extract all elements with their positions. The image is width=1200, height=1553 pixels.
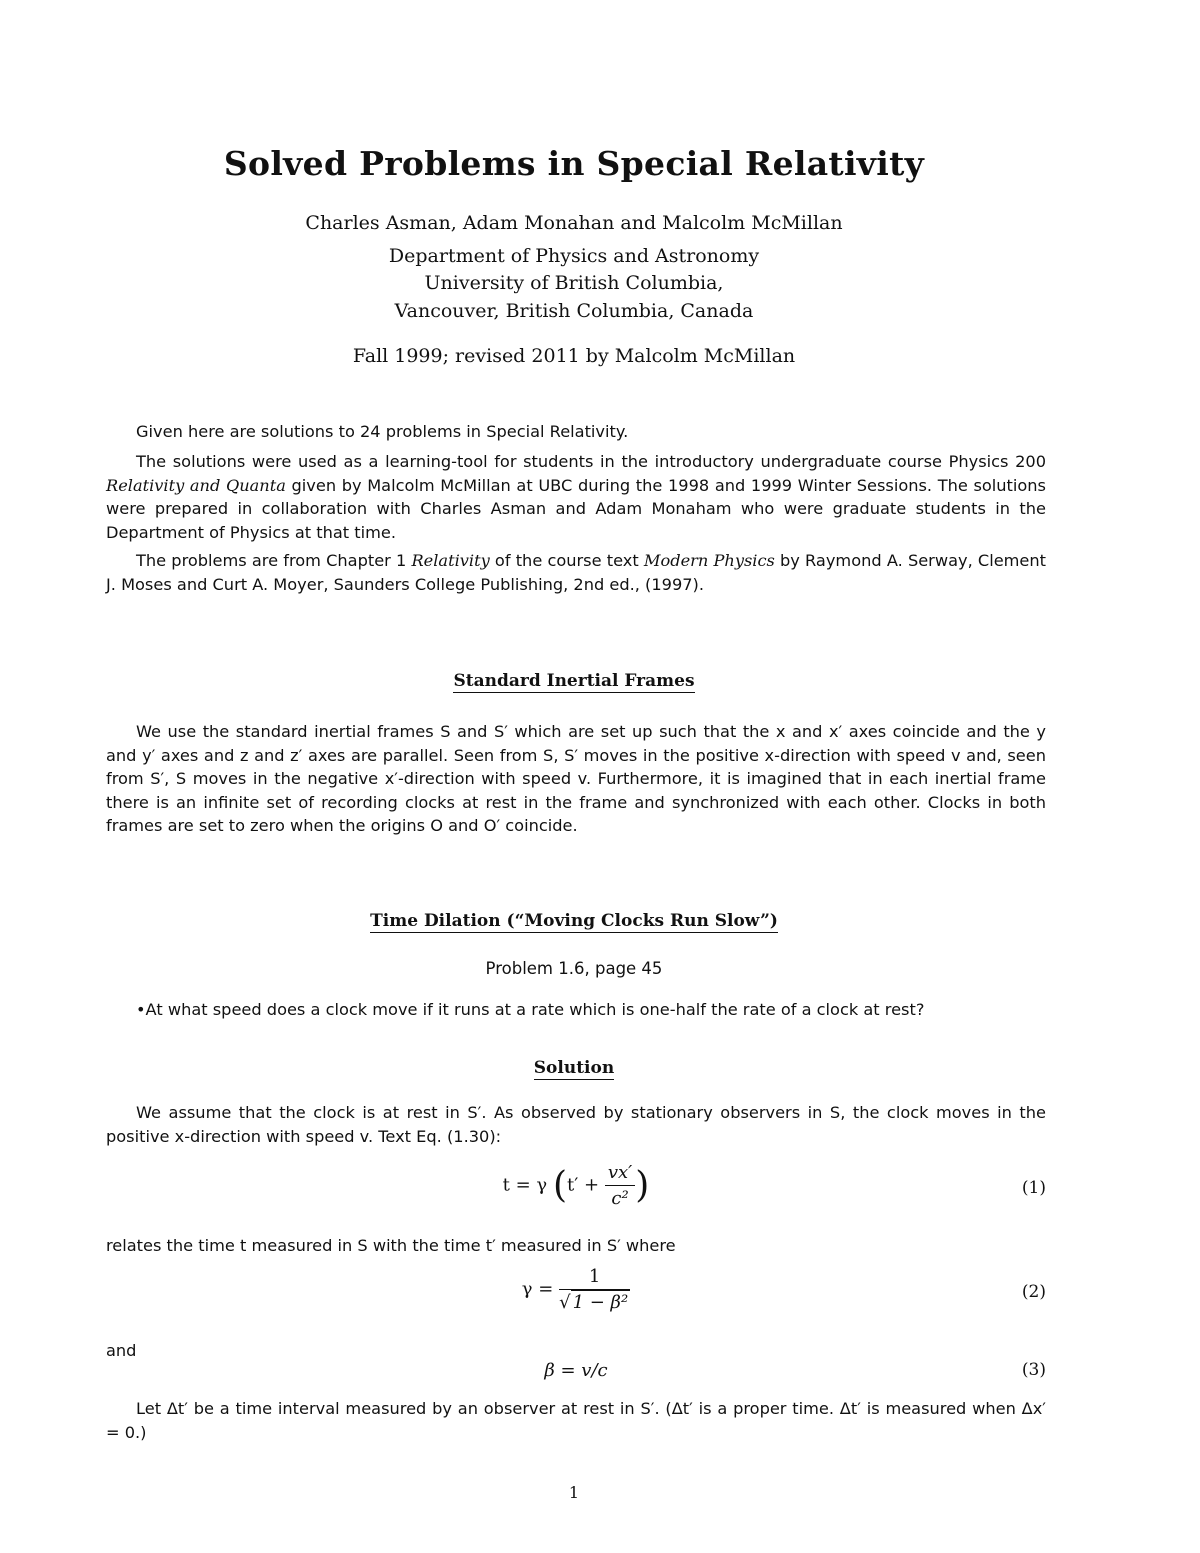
problem-reference: Problem 1.6, page 45: [485, 959, 663, 978]
problem-question: •At what speed does a clock move if it runs at a rate which is one-half the rate of a clock at rest?: [136, 1000, 925, 1019]
equation-1-label: (1): [1021, 1178, 1046, 1198]
solution-paragraph-4: Let Δt′ be a time interval measured by an observer at rest in S′. (Δt′ is a proper time. Δt′ is measured when Δx′ = 0.): [106, 1399, 1046, 1442]
affiliation-line-1: Department of Physics and Astronomy: [388, 245, 760, 267]
equation-2-label: (2): [1021, 1282, 1046, 1302]
date-line: Fall 1999; revised 2011 by Malcolm McMillan: [352, 345, 796, 367]
document-title: Solved Problems in Special Relativity: [223, 144, 925, 183]
section-heading-solution: Solution: [533, 1058, 615, 1078]
affiliation-line-2: University of British Columbia,: [424, 272, 724, 294]
solution-paragraph-1: We assume that the clock is at rest in S′. As observed by stationary observers in S, the clock moves in the positive x-direction with speed v. Text Eq. (1.30):: [106, 1103, 1046, 1146]
section-heading-inertial-frames: Standard Inertial Frames: [453, 671, 695, 691]
authors: Charles Asman, Adam Monahan and Malcolm McMillan: [305, 212, 843, 234]
intro-paragraph-1: Given here are solutions to 24 problems in Special Relativity.: [136, 422, 629, 441]
solution-paragraph-3: and: [106, 1341, 137, 1360]
intro-paragraph-3: The problems are from Chapter 1 Relativity of the course text Modern Physics by Raymond A. Serway, Clement J. Moses and Curt A. Moyer, Saunders College Publishing, 2nd ed., (1997).: [106, 551, 1046, 594]
equation-3: β = v/c (3): [544, 1360, 1046, 1381]
page-number: 1: [568, 1483, 580, 1502]
solution-paragraph-2: relates the time t measured in S with the time t′ measured in S′ where: [106, 1236, 676, 1255]
equation-2: γ = $\frac{1}{\text{√ 1 − β²}}$ (2): [521, 1266, 1046, 1313]
intro-paragraph-2: The solutions were used as a learning-tool for students in the introductory undergraduate course Physics 200 Relativity and Quanta given by Malcolm McMillan at UBC during the 1998 and 1999 Winter Sessions. The solutions were prepared in collaboration with Charles Asman and Adam Monaham who were graduate students in the Department of Physics at that time.: [106, 452, 1046, 542]
equation-1: t = γ (t′ + $\frac{vx'}{\text{c²}}$ ) (1): [502, 1162, 1046, 1209]
affiliation-line-3: Vancouver, British Columbia, Canada: [394, 300, 754, 322]
equation-3-label: (3): [1021, 1360, 1046, 1380]
section-heading-time-dilation: Time Dilation (“Moving Clocks Run Slow”): [370, 911, 778, 931]
inertial-frames-paragraph: We use the standard inertial frames S and S′ which are set up such that the x and x′ axes coincide and the y and y′ axes and z and z′ axes are parallel. Seen from S, S′ moves in the positive x-direction with speed v and, seen from S′, S moves in the negative x′-direction with speed v. Furthermore, it is imagined that in each inertial frame there is an infinite set of recording clocks at rest in the frame and synchronized with each other. Clocks in both frames are set to zero when the origins O and O′ coincide.: [106, 722, 1046, 835]
